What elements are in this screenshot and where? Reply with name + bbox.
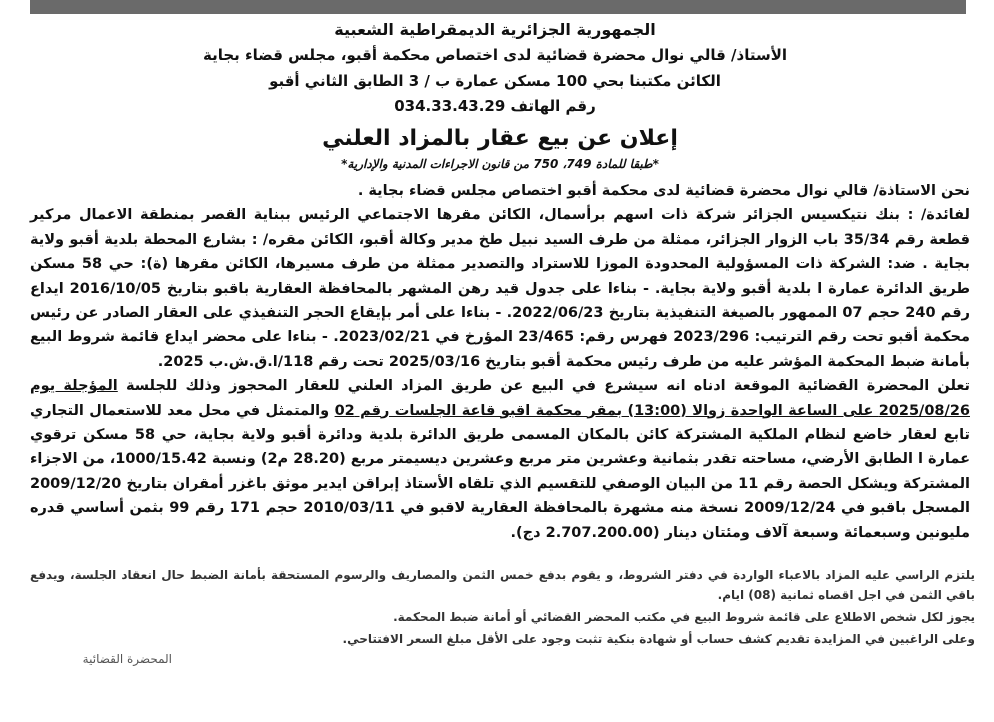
- header-phone: رقم الهاتف 034.33.43.29: [394, 97, 596, 115]
- note-payment: يلتزم الراسي عليه المزاد بالاعباء الواردة في دفتر الشروط، و يقوم بدفع خمس الثمن والمصاريف والرسوم المستحقة بأمانة الضبط حال انعقاد الجلسة، ويدفع باقي الثمن في اجل اقصاه ثمانية (08) ايام.: [30, 568, 975, 602]
- scan-top-bar: [30, 0, 966, 14]
- header-bailiff: الأستاذ/ قالي نوال محضرة قضائية لدى اختصاص محكمة أقبو، مجلس قضاء بجاية: [202, 46, 788, 64]
- note-bidders: وعلى الراغبين في المزايدة تقديم كشف حساب أو شهادة بنكية تثبت وجود على الأقل مبلغ السعر الافتتاحي.: [342, 632, 975, 646]
- sale-property-description: والمتمثل في محل معد للاستعمال التجاري تابع لعقار خاضع لنظام الملكية المشتركة كائن بالمكان المسمى طريق الدائرة بلدية ودائرة أقبو ولاية بجاية، حي 58 مسكن ترقوي عمارة ا الطابق الأرضي، مساحته تقدر بثمانية وعشرين متر مربع وعشرين ديسيمتر مربع (28.20 م2) ونسبة 1000/15.42، من الاجزاء المشتركة ويشكل الحصة رقم 11 من البيان الوصفي للتقسيم الذي تلقاه الأستاذ إبراقن ايدير موثق باغزر أمقران بتاريخ 2009/12/20 المسجل باقبو في 2009/12/24 نسخة منه مشهرة بالمحافظة العقارية لاقبو في 2010/03/11 حجم 171 رقم 99 بثمن أساسي قدره مليونين وسبعمائة وسبعة آلاف ومئتان دينار (2.707.200.00 دج).: [30, 402, 970, 541]
- body-paragraph-sale: [30, 374, 970, 545]
- notice-body: [30, 179, 970, 545]
- header-address: الكائن مكتبنا بحي 100 مسكن عمارة ب / 3 الطابق الثاني أقبو: [269, 72, 721, 90]
- sale-session-date: المؤجلة يوم 2025/08/26 على الساعة الواحدة زوالا (13:00) بمقر محكمة اقبو قاعة الجلسات رقم 02: [30, 378, 970, 419]
- sale-intro: تعلن المحضرة القضائية الموقعة ادناه انه سيشرع في البيع عن طريق المزاد العلني للعقار المحجوز وذلك للجلسة: [117, 378, 970, 395]
- body-paragraph-parties: لفائدة/ : بنك نتيكسيس الجزائر شركة ذات اسهم برأسمال، الكائن مقرها الاجتماعي الرئيس ببناية القصر بمنطقة الاعمال مركير قطعة رقم 35/34 باب الزوار الجزائر، ممثلة من طرف السيد نبيل طخ مدير وكالة أقبو، الكائن مقره/ : بشارع المحطة بلدية أقبو ولاية بجاية . ضد: الشركة ذات المسؤولية المحدودة الموزا للاستراد والتصدير ممثلة من طرف مسيرها، الكائن مقرها (ة): حي 58 مسكن طريق الدائرة عمارة ا بلدية أقبو ولاية بجاية. - بناءا على جدول قيد رهن المشهر بالمحافظة العقارية باقبو بتاريخ 2016/10/05 ايداع رقم 240 حجم 07 الممهور بالصيغة التنفيذية بتاريخ 2022/06/23. - بناءا على أمر بإيقاع الحجر التنفيذي على العقار الصادر عن رئيس محكمة أقبو تحت رقم الترتيب: 2023/296 فهرس رقم: 23/465 المؤرخ في 2023/02/21. - بناءا على محضر ايداع قائمة شروط البيع بأمانة ضبط المحكمة المؤشر عليه من طرف رئيس محكمة أقبو بتاريخ 2025/03/16 تحت رقم 118/ا.ق.ش.ب 2025.: [30, 207, 971, 370]
- notice-notes: [30, 565, 975, 651]
- notice-subtitle: *طبقا للمادة 749، 750 من قانون الاجراءات المدنية والإدارية*: [341, 157, 659, 171]
- header-republic: الجمهورية الجزائرية الديمقراطية الشعبية: [334, 20, 656, 39]
- note-consultation: يجوز لكل شخص الاطلاع على قائمة شروط البيع في مكتب المحضر القضائي أو أمانة ضبط المحكمة.: [393, 610, 975, 624]
- body-intro: نحن الاستاذة/ قالي نوال محضرة قضائية لدى محكمة أقبو اختصاص مجلس قضاء بجاية .: [357, 183, 970, 199]
- notice-title: إعلان عن بيع عقار بالمزاد العلني: [322, 126, 678, 151]
- signature-label: المحضرة القضائية: [82, 652, 172, 666]
